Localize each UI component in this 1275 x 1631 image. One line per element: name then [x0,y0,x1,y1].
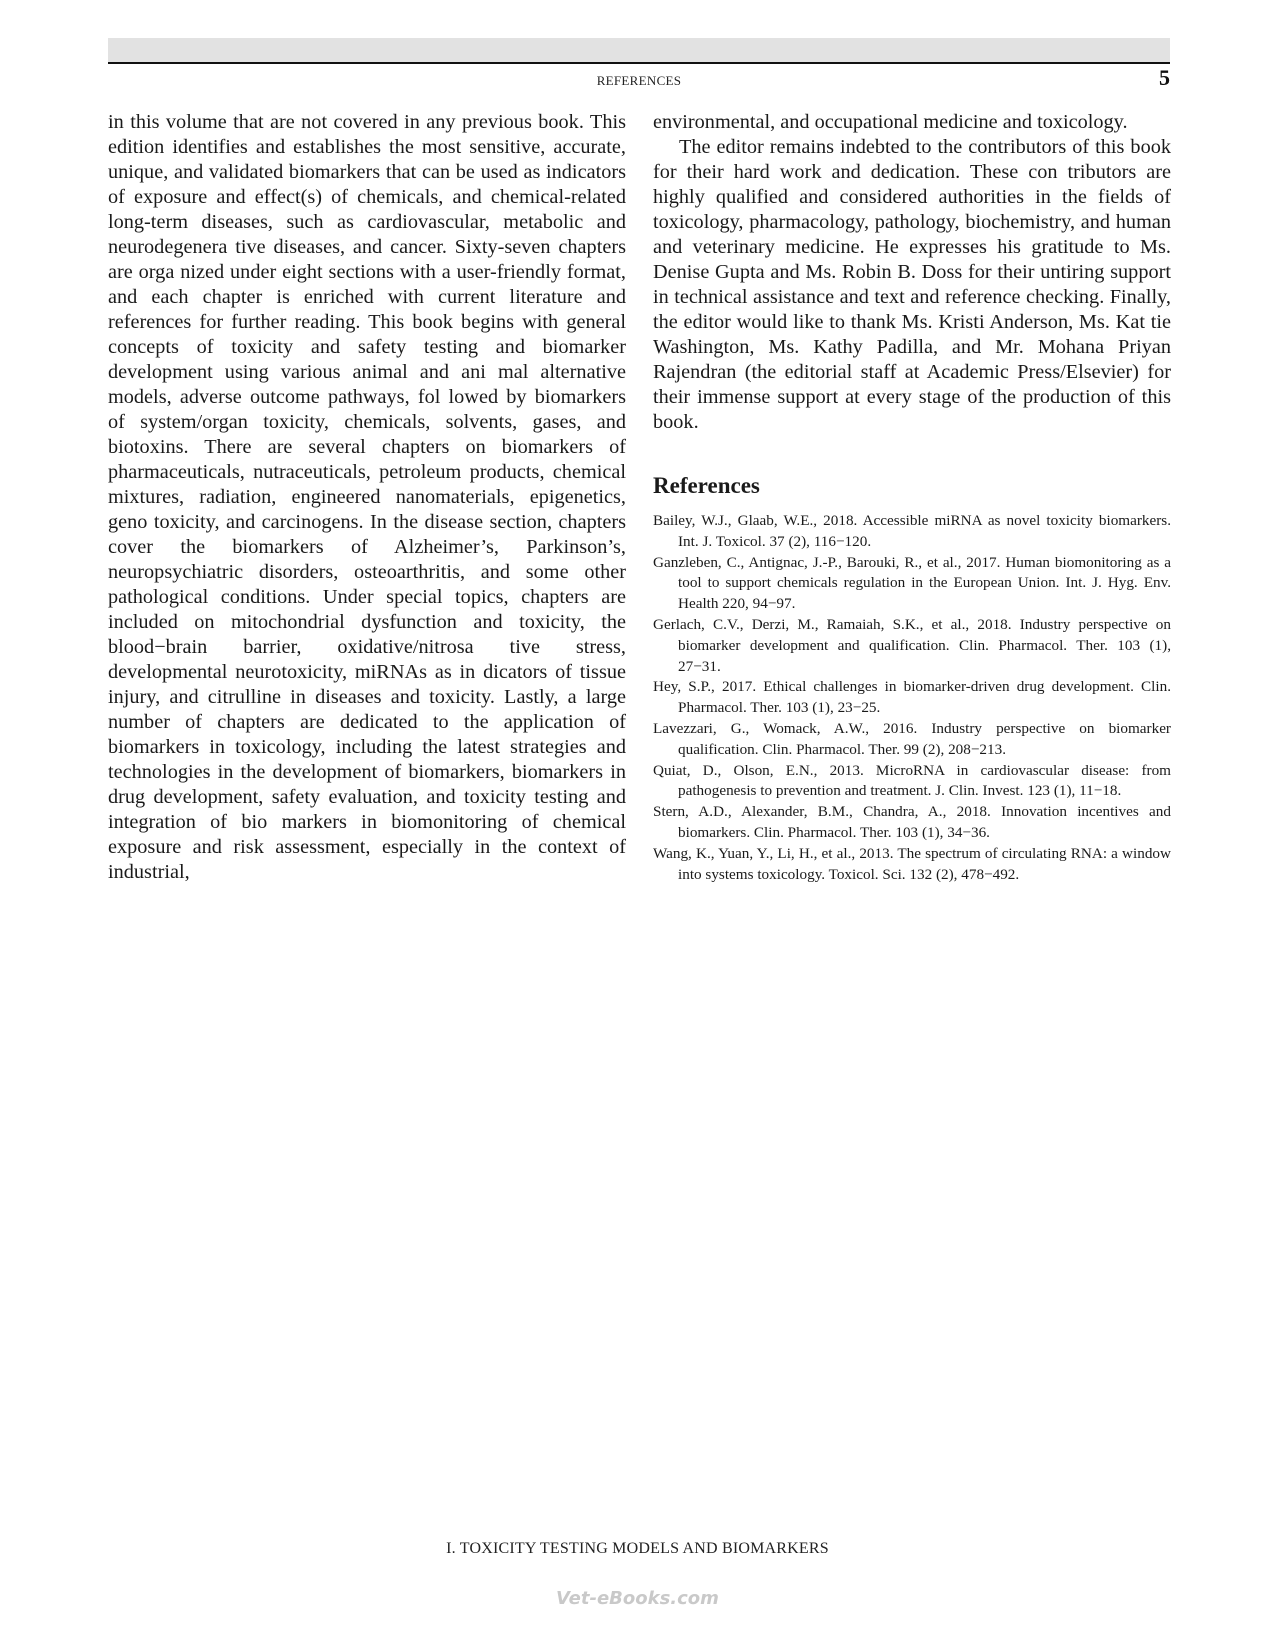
running-head: REFERENCES [596,73,682,88]
reference-item: Gerlach, C.V., Derzi, M., Ramaiah, S.K., et al., 2018. Industry perspective on biomarker development and qualification. Clin. Pharmacol. Ther. 103 (1), 27−31. [653,615,1171,675]
body-paragraph: in this volume that are not covered in any previous book. This edition identifies and establishes the most sensitive, accurate, unique, and validated biomarkers that can be used as indicators of exposure and effect(s) of chemicals, and chemical-related long-term diseases, such as cardiovascular, metabolic and neurodegenera tive diseases, and cancer. Sixty-seven chapters are orga nized under eight sections with a user-friendly format, and each chapter is enriched with current literature and references for further reading. This book begins with general concepts of toxicity and safety testing and biomarker development using various animal and ani mal alternative models, adverse outcome pathways, fol lowed by biomarkers of system/organ toxicity, chemicals, solvents, gases, and biotoxins. There are several chapters on biomarkers of pharmaceuticals, nutraceuticals, petroleum products, chemical mixtures, radiation, engineered nanomaterials, epigenetics, geno toxicity, and carcinogens. In the disease section, chapters cover the biomarkers of Alzheimer’s, Parkinson’s, neuropsychiatric disorders, osteoarthritis, and some other pathological conditions. Under special topics, chapters are included on mitochondrial dysfunction and toxicity, the blood−brain barrier, oxidative/nitrosa tive stress, developmental neurotoxicity, miRNAs as in dicators of tissue injury, and citrulline in diseases and toxicity. Lastly, a large number of chapters are dedicated to the application of biomarkers in toxicology, including the latest strategies and technologies in the development of biomarkers, biomarkers in drug development, safety evaluation, and toxicity testing and integration of bio markers in biomonitoring of chemical exposure and risk assessment, especially in the context of industrial, [108,111,626,883]
left-column [108,110,626,885]
reference-list [653,511,1171,885]
reference-item: Quiat, D., Olson, E.N., 2013. MicroRNA in cardiovascular disease: from pathogenesis to prevention and treatment. J. Clin. Invest. 123 (1), 11−18. [653,761,1171,800]
reference-item: Lavezzari, G., Womack, A.W., 2016. Industry perspective on biomarker qualification. Clin. Pharmacol. Ther. 99 (2), 208−213. [653,719,1171,758]
watermark-logo: Vet-eBooks.com [556,1588,719,1609]
reference-item: Bailey, W.J., Glaab, W.E., 2018. Accessible miRNA as novel toxicity biomarkers. Int. J. Toxicol. 37 (2), 116−120. [653,512,1171,550]
body-paragraph-continuation: environmental, and occupational medicine and toxicology. [653,111,1128,133]
header-rule [108,62,1170,64]
references-heading: References [653,473,760,498]
reference-item: Wang, K., Yuan, Y., Li, H., et al., 2013. The spectrum of circulating RNA: a window into systems toxicology. Toxicol. Sci. 132 (2), 478−492. [653,844,1171,883]
right-column [653,110,1171,885]
reference-item: Ganzleben, C., Antignac, J.-P., Barouki, R., et al., 2017. Human biomonitoring as a tool to support chemicals regulation in the European Union. Int. J. Hyg. Env. Health 220, 94−97. [653,553,1171,613]
reference-item: Stern, A.D., Alexander, B.M., Chandra, A., 2018. Innovation incentives and biomarkers. Clin. Pharmacol. Ther. 103 (1), 34−36. [653,803,1171,841]
header-band [108,38,1170,62]
footer-section-label: I. TOXICITY TESTING MODELS AND BIOMARKERS [446,1540,829,1557]
page-number: 5 [1159,65,1170,90]
acknowledgment-paragraph: The editor remains indebted to the contributors of this book for their hard work and dedication. These con tributors are highly qualified and considered authorities in the fields of toxicology, pharmacology, pathology, biochemistry, and human and veterinary medicine. He expresses his gratitude to Ms. Denise Gupta and Ms. Robin B. Doss for their untiring support in technical assistance and text and reference checking. Finally, the editor would like to thank Ms. Kristi Anderson, Ms. Kat tie Washington, Ms. Kathy Padilla, and Mr. Mohana Priyan Rajendran (the editorial staff at Academic Press/Elsevier) for their immense support at every stage of the production of this book. [653,136,1171,433]
reference-item: Hey, S.P., 2017. Ethical challenges in biomarker-driven drug development. Clin. Pharmacol. Ther. 103 (1), 23−25. [653,678,1171,717]
